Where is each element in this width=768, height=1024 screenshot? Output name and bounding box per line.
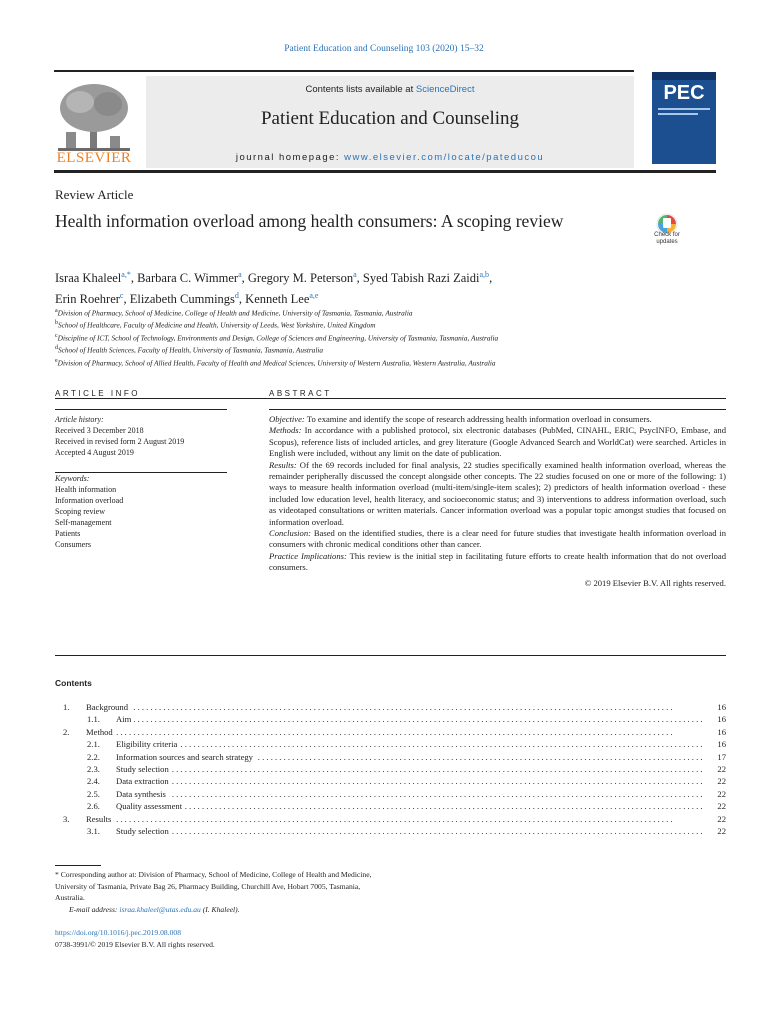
- toc-entry-title[interactable]: Information sources and search strategy: [116, 752, 256, 762]
- cover-title: PEC: [663, 82, 705, 104]
- toc-entry-page: 22: [714, 813, 726, 825]
- toc-entry[interactable]: 2.3. Study selection . . . 22: [55, 763, 726, 775]
- masthead-top-rule: [54, 70, 634, 72]
- toc-entry[interactable]: 2.5. Data synthesis . . . 22: [55, 788, 726, 800]
- abstract-body: [269, 414, 726, 589]
- toc-entry-page: 22: [714, 775, 726, 787]
- masthead-bottom-rule: [54, 170, 716, 173]
- keyword-item: Scoping review: [55, 507, 105, 516]
- toc-entry[interactable]: 2.1. Eligibility criteria . . . 16: [55, 738, 726, 750]
- table-of-contents: [55, 701, 726, 837]
- doi-block: [55, 927, 215, 950]
- toc-entry[interactable]: 2.2. Information sources and search strategy . . . 17: [55, 751, 726, 763]
- author-affiliation-mark[interactable]: c: [119, 291, 124, 301]
- toc-entry-title[interactable]: Method: [86, 727, 116, 737]
- doi-link[interactable]: https://doi.org/10.1016/j.pec.2019.08.008: [55, 928, 181, 937]
- toc-entry-page: 22: [714, 788, 726, 800]
- keyword-item: Patients: [55, 529, 81, 538]
- info-top-rule: [55, 398, 726, 399]
- toc-entry-title[interactable]: Study selection: [116, 826, 172, 836]
- toc-entry-page: 16: [714, 726, 726, 738]
- journal-reference-link[interactable]: Patient Education and Counseling 103 (2020) 15–32: [284, 44, 484, 54]
- article-history-label: Article history:: [55, 415, 104, 424]
- article-info-heading: ARTICLE INFO: [55, 389, 140, 398]
- toc-entry[interactable]: 3.1. Study selection . . . 22: [55, 825, 726, 837]
- toc-entry[interactable]: 2.4. Data extraction . . . 22: [55, 775, 726, 787]
- author-name[interactable]: Elizabeth Cummings: [129, 292, 235, 307]
- toc-entry-title[interactable]: Aim: [116, 714, 134, 724]
- elsevier-wordmark: ELSEVIER: [56, 150, 132, 166]
- author-name[interactable]: Erin Roehrer: [55, 292, 120, 307]
- abstract-heading: ABSTRACT: [269, 389, 332, 398]
- affiliation-item: $^a$Division of Pharmacy, School of Medicine, College of Health and Medicine, University of Tasmania, Tasmania, Australia: [55, 308, 413, 318]
- toc-entry-title[interactable]: Data extraction: [116, 776, 172, 786]
- author-name[interactable]: Gregory M. Peterson: [247, 271, 354, 286]
- toc-entry-title[interactable]: Data synthesis: [116, 789, 169, 799]
- abstract-copyright: © 2019 Elsevier B.V. All rights reserved.: [584, 577, 726, 588]
- journal-masthead: [54, 70, 716, 172]
- article-history-list: [55, 425, 227, 458]
- toc-entry[interactable]: 2. Method . . . 16: [55, 726, 726, 738]
- email-line: E-mail address: israa.khaleel@utas.edu.au (I. Khaleel).: [69, 904, 240, 914]
- journal-homepage-line: journal homepage: www.elsevier.com/locate/pateducou: [235, 152, 545, 163]
- keyword-item: Consumers: [55, 540, 91, 549]
- affiliation-item: $^c$Discipline of ICT, School of Technology, Environments and Design, College of Sciences and Engineering, University of Tasmania, Tasmania, Australia: [55, 332, 499, 343]
- author-affiliation-mark[interactable]: a: [238, 270, 242, 279]
- abstract-conclusion: Conclusion: Based on the identified studies, there is a clear need for future studies that investigate health information overload in consumers with chronic medical conditions other than cancer.: [269, 528, 726, 550]
- abstract-objective: Objective: To examine and identify the scope of research addressing health information overload in consumers.: [269, 414, 652, 424]
- article-title: Health information overload among health consumers: A scoping review: [55, 211, 564, 231]
- toc-entry-page: 16: [714, 738, 726, 750]
- affiliation-item: $^d$School of Health Sciences, Faculty of Health, University of Tasmania, Tasmania, Australia: [55, 345, 324, 355]
- author-name[interactable]: Israa Khaleel: [55, 271, 122, 286]
- sciencedirect-link[interactable]: ScienceDirect: [415, 84, 475, 95]
- check-for-updates-label: Check for updates: [654, 232, 680, 245]
- keyword-list: [55, 484, 227, 550]
- abstract-results: Results: Of the 69 records included for final analysis, 22 studies specifically examined health information overload, whereas the remainder peripherally discussed the concept alongside other concepts. The 22 studies focused on one or more of the following: 1) ways to measure health information overload (multi-item/single-item scales); 2) predictors of health information overload - these included low education level, health literacy, and socioeconomic status; and 3) interventions to address information overload, such as videotaped consultations or written materials. Cancer information overload was a popular topic amongst studies that focused on information overload.: [269, 459, 726, 527]
- footnote-rule: [55, 865, 101, 866]
- abstract-rule: [269, 409, 726, 410]
- toc-entry[interactable]: 1. Background . . . 16: [55, 701, 726, 713]
- keyword-item: Information overload: [55, 496, 124, 505]
- history-item: Accepted 4 August 2019: [55, 448, 134, 457]
- masthead-header-band: [146, 76, 634, 168]
- toc-entry[interactable]: 2.6. Quality assessment . . . 22: [55, 800, 726, 812]
- toc-entry-page: 22: [714, 800, 726, 812]
- author-name[interactable]: Kenneth Lee: [245, 292, 310, 307]
- toc-entry-title[interactable]: Results: [86, 814, 114, 824]
- author-affiliation-mark[interactable]: a,b: [479, 270, 490, 279]
- affiliation-item: $^e$Division of Pharmacy, School of Allied Health, Faculty of Health and Medical Sciences, University of Western Australia, Western Australia, Australia: [55, 357, 496, 368]
- corresponding-author-footnote: [55, 869, 385, 915]
- abstract-practice-implications: Practice Implications: This review is the initial step in facilitating future efforts to create health information that do not overload consumers.: [269, 550, 726, 573]
- article-type: Review Article: [55, 187, 134, 202]
- journal-title: Patient Education and Counseling: [260, 108, 520, 129]
- toc-entry-page: 22: [714, 825, 726, 837]
- toc-entry-title[interactable]: Background: [86, 702, 131, 712]
- author-affiliation-mark[interactable]: a: [353, 270, 357, 279]
- corresponding-author-text: * Corresponding author at: Division of Pharmacy, School of Medicine, College of Health and Medicine, University of Tasmania, Private Bag 26, Pharmacy Building, Churchill Ave, Hobart 7005, Tasmania, Australia.: [55, 870, 372, 902]
- author-name[interactable]: Syed Tabish Razi Zaidi: [362, 271, 480, 286]
- toc-entry-title[interactable]: Quality assessment: [116, 801, 185, 811]
- contents-available-line: Contents lists available at ScienceDirect: [305, 84, 475, 95]
- toc-entry-title[interactable]: Study selection: [116, 764, 172, 774]
- history-item: Received 3 December 2018: [55, 426, 144, 435]
- toc-entry-page: 16: [714, 713, 726, 725]
- toc-entry-page: 17: [714, 751, 726, 763]
- author-name[interactable]: Barbara C. Wimmer: [137, 271, 239, 286]
- issn-copyright-line: 0738-3991/© 2019 Elsevier B.V. All rights reserved.: [55, 939, 215, 949]
- author-email-link[interactable]: israa.khaleel@utas.edu.au: [119, 904, 201, 914]
- affiliation-item: $^b$School of Healthcare, Faculty of Medicine and Health, University of Leeds, West Yorkshire, United Kingdom: [55, 320, 376, 330]
- history-item: Received in revised form 2 August 2019: [55, 437, 185, 446]
- article-info-panel: [55, 414, 227, 550]
- toc-entry-page: 22: [714, 763, 726, 775]
- journal-cover-thumbnail[interactable]: [652, 72, 716, 164]
- abstract-methods: Methods: In accordance with a published protocol, six electronic databases (PubMed, CINAHL, ERIC, PsycINFO, Embase, and Scopus), reference lists of included articles, and grey literature (Google Advanced Search and WorldCat) were searched. Articles in English were included, without any limit on the date of publication.: [269, 425, 726, 459]
- contents-heading: Contents: [55, 678, 92, 688]
- toc-entry[interactable]: 1.1. Aim . . . 16: [55, 713, 726, 725]
- author-affiliation-mark[interactable]: d: [234, 291, 239, 301]
- affiliation-list: [55, 306, 715, 368]
- keyword-item: Self-management: [55, 518, 112, 527]
- keyword-item: Health information: [55, 485, 117, 494]
- toc-entry[interactable]: 3. Results . . . 22: [55, 813, 726, 825]
- keywords-label: Keywords:: [55, 474, 90, 483]
- toc-entry-page: 16: [714, 701, 726, 713]
- journal-homepage-link[interactable]: www.elsevier.com/locate/pateducou: [344, 152, 545, 163]
- author-affiliation-mark[interactable]: a,*: [121, 270, 131, 279]
- article-info-rule: [55, 409, 227, 410]
- author-affiliation-mark[interactable]: a,e: [309, 291, 319, 301]
- toc-entry-title[interactable]: Eligibility criteria: [116, 739, 180, 749]
- author-list: Israa Khaleel$^{a,*}$, Barbara C. Wimmer$^a$, Gregory M. Peterson$^a$, Syed Tabish Razi Zaidi$^{a,b}$, Erin Roehrer$^c$, Elizabeth Cummings$^d$, Kenneth Lee$^{a,e}$: [55, 270, 493, 307]
- contents-top-rule: [55, 655, 726, 656]
